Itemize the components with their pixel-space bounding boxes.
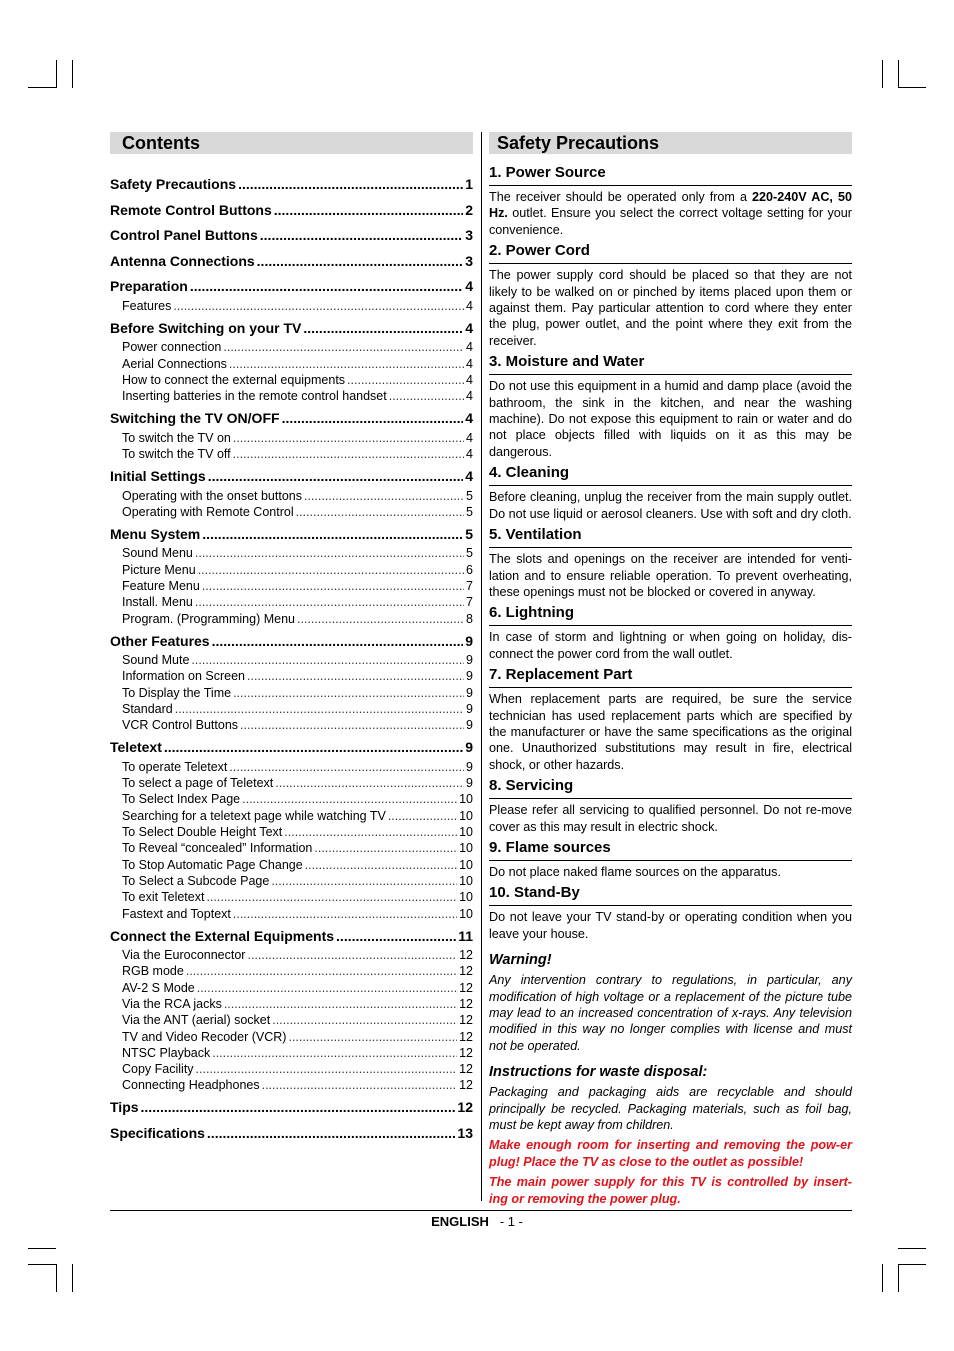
toc-page-number: 4 <box>466 356 473 371</box>
toc-label: Safety Precautions <box>110 176 237 192</box>
safety-column <box>489 160 852 1207</box>
page-footer <box>0 1214 954 1229</box>
toc-label: Via the ANT (aerial) socket <box>122 1013 271 1028</box>
toc-leader-dots <box>191 653 464 667</box>
section-body: Please refer all servicing to qualified personnel. Do not re-move cover as this may result in electric shock. <box>489 803 852 834</box>
toc-page-number: 10 <box>459 873 473 888</box>
toc-leader-dots <box>347 373 464 387</box>
toc-subentry <box>122 357 473 371</box>
toc-leader-dots <box>262 1078 457 1092</box>
toc-leader-dots <box>141 1099 456 1115</box>
section-title: 1. Power Source <box>489 163 852 186</box>
toc-label: Copy Facility <box>122 1062 194 1077</box>
safety-section <box>489 352 852 460</box>
toc-subentry <box>122 1046 473 1060</box>
toc-page-number: 1 <box>465 176 473 192</box>
toc-leader-dots <box>240 718 464 732</box>
toc-subentry <box>122 612 473 626</box>
toc-leader-dots <box>224 997 457 1011</box>
toc-entry <box>110 410 473 426</box>
toc-leader-dots <box>198 563 464 577</box>
toc-page-number: 4 <box>465 319 473 336</box>
toc-subentry <box>122 389 473 403</box>
section-body: The slots and openings on the receiver are intended for venti-lation and to ensure reliable operation. To prevent overheating, these openings must not be blocked or covered in anyway. <box>489 552 852 599</box>
toc-label: Switching the TV ON/OFF <box>110 410 280 427</box>
toc-leader-dots <box>388 809 457 823</box>
toc-subentry <box>122 776 473 790</box>
toc-label: Menu System <box>110 525 201 542</box>
column-divider <box>481 132 482 1201</box>
toc-subentry <box>122 760 473 774</box>
toc-subentry <box>122 1030 473 1044</box>
toc-entry <box>110 202 473 218</box>
toc-subentry <box>122 997 473 1011</box>
toc-label: AV-2 S Mode <box>122 980 195 995</box>
toc-page-number: 12 <box>459 980 473 995</box>
toc-subentry <box>122 981 473 995</box>
toc-page-number: 4 <box>466 298 473 313</box>
toc-label: Antenna Connections <box>110 252 255 269</box>
toc-label: To Reveal “concealed” Information <box>122 841 313 856</box>
toc-label: To switch the TV off <box>122 447 231 462</box>
toc-entry <box>110 320 473 336</box>
toc-label: To Select Double Height Text <box>122 825 283 839</box>
toc-page-number: 12 <box>459 1013 473 1028</box>
toc-leader-dots <box>303 320 463 336</box>
toc-page-number: 12 <box>459 1045 473 1060</box>
toc-label: To select a page of Teletext <box>122 776 274 791</box>
toc-label: Control Panel Buttons <box>110 227 258 244</box>
toc-page-number: 9 <box>466 669 473 684</box>
toc-leader-dots <box>207 1125 456 1141</box>
safety-section <box>489 838 852 880</box>
toc-label: VCR Control Buttons <box>122 718 239 733</box>
voltage-spec: 220-240V AC, 50 Hz. <box>489 190 852 221</box>
toc-label: Fastext and Toptext <box>122 906 231 921</box>
toc-subentry <box>122 1078 473 1092</box>
toc-label: Picture Menu <box>122 562 196 577</box>
toc-leader-dots <box>247 669 464 683</box>
toc-leader-dots <box>288 1030 457 1044</box>
toc-subentry <box>122 792 473 806</box>
toc-page-number: 5 <box>465 525 473 542</box>
safety-section <box>489 883 852 942</box>
toc-subentry <box>122 579 473 593</box>
safety-section <box>489 163 852 238</box>
toc-leader-dots <box>196 1062 458 1076</box>
toc-entry <box>110 176 473 192</box>
toc-page-number: 12 <box>459 1062 473 1077</box>
toc-page-number: 3 <box>465 227 473 244</box>
toc-leader-dots <box>275 776 464 790</box>
toc-label: Via the RCA jacks <box>122 996 222 1011</box>
toc-leader-dots <box>336 928 456 944</box>
toc-entry <box>110 526 473 542</box>
toc-subentry <box>122 489 473 503</box>
section-body: Do not place naked flame sources on the apparatus. <box>489 864 781 879</box>
toc-leader-dots <box>242 792 457 806</box>
toc-page-number: 5 <box>466 488 473 503</box>
toc-page-number: 12 <box>459 948 473 962</box>
section-title: 9. Flame sources <box>489 838 852 861</box>
toc-page-number: 12 <box>459 1029 473 1044</box>
toc-page-number: 13 <box>457 1125 473 1141</box>
toc-leader-dots <box>197 981 457 995</box>
safety-section <box>489 463 852 522</box>
toc-entry <box>110 928 473 944</box>
toc-subentry <box>122 595 473 609</box>
toc-page-number: 9 <box>466 718 473 733</box>
toc-label: Initial Settings <box>110 468 206 485</box>
toc-page-number: 5 <box>466 546 473 561</box>
red-notice-power: The main power supply for this TV is controlled by insert-ing or removing the power plug. <box>489 1175 852 1206</box>
toc-page-number: 12 <box>459 996 473 1011</box>
section-body: When replacement parts are required, be sure the service technician has used replacement parts which are specified by the manufacturer or have the same specifications as the original one. Unauthorized substitutions may result in fire, electrical shock, or other hazards. <box>489 692 852 772</box>
toc-page-number: 9 <box>466 759 473 774</box>
toc-page-number: 4 <box>466 373 473 387</box>
toc-page-number: 4 <box>466 430 473 445</box>
safety-section <box>489 241 852 349</box>
toc-leader-dots <box>195 546 464 560</box>
toc-subentry <box>122 431 473 445</box>
toc-label: Install. Menu <box>122 595 193 610</box>
toc-page-number: 12 <box>457 1099 473 1116</box>
section-body-text: The receiver should be operated only from a <box>489 190 753 204</box>
toc-label: How to connect the external equipments <box>122 373 346 387</box>
safety-section <box>489 776 852 835</box>
toc-subentry <box>122 669 473 683</box>
toc-subentry <box>122 1013 473 1027</box>
toc-label: Operating with Remote Control <box>122 504 294 519</box>
toc-page-number: 4 <box>466 340 473 355</box>
toc-subentry <box>122 299 473 313</box>
toc-subentry <box>122 653 473 667</box>
toc-label: Connecting Headphones <box>122 1078 260 1093</box>
toc-leader-dots <box>314 841 457 855</box>
toc-leader-dots <box>190 278 463 294</box>
toc-leader-dots <box>175 702 464 716</box>
toc-page-number: 4 <box>465 468 473 485</box>
toc-subentry <box>122 1062 473 1076</box>
contents-title: Contents <box>122 133 200 153</box>
toc-subentry <box>122 702 473 716</box>
section-body <box>489 189 852 238</box>
toc-label: Preparation <box>110 278 188 295</box>
red-notice-outlet: Make enough room for inserting and removing the pow-er plug! Place the TV as close to the outlet as possible! <box>489 1138 852 1169</box>
toc-leader-dots <box>304 489 464 503</box>
toc-label: To Display the Time <box>122 685 232 700</box>
section-body: The power supply cord should be placed so that they are not likely to be walked on or pinched by items placed upon them or against them. Pay particular attention to cord where they enter the plug, power outlet, and the point where they exit from the receiver. <box>489 268 852 348</box>
warning-body: Any intervention contrary to regulations, in particular, any modification of high voltage or a replacement of the picture tube may lead to an increased concentration of x-rays. Any television modified in this way no longer complies with license and must not be operated. <box>489 973 852 1053</box>
toc-label: To operate Teletext <box>122 759 228 774</box>
toc-subentry <box>122 718 473 732</box>
toc-page-number: 4 <box>465 410 473 427</box>
toc-label: Other Features <box>110 632 210 649</box>
toc-label: Remote Control Buttons <box>110 201 272 218</box>
toc-leader-dots <box>297 612 464 626</box>
toc-page-number: 12 <box>459 964 473 979</box>
section-body-text: outlet. Ensure you select the correct voltage setting for your convenience. <box>489 206 852 237</box>
toc-subentry <box>122 890 473 904</box>
footer-language: ENGLISH <box>431 1214 489 1229</box>
toc-leader-dots <box>208 468 464 484</box>
toc-subentry <box>122 964 473 978</box>
toc-page-number: 9 <box>466 685 473 700</box>
toc-page-number: 4 <box>466 447 473 462</box>
toc-label: Aerial Connections <box>122 356 227 371</box>
safety-section <box>489 665 852 773</box>
toc-label: To Select a Subcode Page <box>122 873 270 888</box>
toc-leader-dots <box>202 526 463 542</box>
toc-leader-dots <box>284 825 457 839</box>
toc-entry <box>110 227 473 243</box>
toc-leader-dots <box>296 505 464 519</box>
section-body: Before cleaning, unplug the receiver from the main supply outlet. Do not use liquid or aerosol cleaners. Use with soft and dry cloth. <box>489 490 852 521</box>
toc-label: Via the Euroconnector <box>122 948 246 962</box>
toc-page-number: 7 <box>466 595 473 610</box>
toc-label: To Stop Automatic Page Change <box>122 857 303 872</box>
toc-page-number: 2 <box>465 201 473 218</box>
toc-page-number: 9 <box>466 653 473 668</box>
toc-leader-dots <box>195 595 464 609</box>
toc-entry <box>110 1125 473 1141</box>
section-title: 4. Cleaning <box>489 463 852 486</box>
toc-label: Sound Mute <box>122 653 190 668</box>
toc-leader-dots <box>260 227 463 243</box>
section-title: 7. Replacement Part <box>489 665 852 688</box>
section-title: 3. Moisture and Water <box>489 352 852 375</box>
toc-page-number: 10 <box>459 890 473 905</box>
toc-leader-dots <box>305 858 457 872</box>
section-title: 10. Stand-By <box>489 883 852 906</box>
toc-leader-dots <box>212 633 464 649</box>
toc-leader-dots <box>257 253 464 269</box>
toc-page-number: 10 <box>459 825 473 839</box>
toc-label: Power connection <box>122 340 222 355</box>
toc-entry <box>110 739 473 755</box>
toc-label: To switch the TV on <box>122 430 231 445</box>
toc-leader-dots <box>389 389 464 403</box>
toc-leader-dots <box>206 890 457 904</box>
toc-leader-dots <box>233 431 464 445</box>
toc-leader-dots <box>229 357 464 371</box>
toc-page-number: 7 <box>466 579 473 593</box>
toc-label: Specifications <box>110 1125 205 1141</box>
toc-subentry <box>122 874 473 888</box>
toc-leader-dots <box>202 579 464 593</box>
toc-leader-dots <box>247 948 457 962</box>
toc-leader-dots <box>272 1013 457 1027</box>
safety-section <box>489 525 852 600</box>
toc-page-number: 4 <box>466 389 473 404</box>
toc-page-number: 10 <box>459 906 473 921</box>
toc-page-number: 8 <box>466 611 473 626</box>
toc-subentry <box>122 505 473 519</box>
waste-body: Packaging and packaging aids are recyclable and should principally be recycled. Packaging materials, such as foil bag, must be kept away from children. <box>489 1085 852 1133</box>
toc-subentry <box>122 825 473 839</box>
toc-entry <box>110 1099 473 1115</box>
toc-label: RGB mode <box>122 964 184 979</box>
toc-subentry <box>122 373 473 387</box>
toc-entry <box>110 253 473 269</box>
toc-label: Standard <box>122 702 173 716</box>
footer-page-number: - 1 - <box>499 1214 523 1229</box>
toc-subentry <box>122 340 473 354</box>
section-title: 2. Power Cord <box>489 241 852 264</box>
toc-page-number: 10 <box>459 841 473 856</box>
toc-leader-dots <box>233 686 464 700</box>
toc-subentry <box>122 563 473 577</box>
toc-label: Inserting batteries in the remote control handset <box>122 389 387 404</box>
toc-leader-dots <box>274 202 463 218</box>
toc-leader-dots <box>223 340 464 354</box>
toc-subentry <box>122 546 473 560</box>
toc-leader-dots <box>233 447 464 461</box>
toc-leader-dots <box>271 874 457 888</box>
toc-label: Program. (Programming) Menu <box>122 611 295 626</box>
toc-subentry <box>122 948 473 962</box>
toc-leader-dots <box>164 739 463 755</box>
toc-label: Searching for a teletext page while watching TV <box>122 808 386 823</box>
safety-section <box>489 603 852 662</box>
toc-entry <box>110 278 473 294</box>
toc-label: TV and Video Recoder (VCR) <box>122 1029 287 1044</box>
toc-page-number: 10 <box>459 808 473 823</box>
toc-page-number: 5 <box>466 504 473 519</box>
toc-leader-dots <box>186 964 457 978</box>
toc-label: Feature Menu <box>122 579 200 593</box>
toc-label: Connect the External Equipments <box>110 927 335 944</box>
section-title: 8. Servicing <box>489 776 852 799</box>
toc-label: Before Switching on your TV <box>110 319 302 336</box>
toc-entry <box>110 468 473 484</box>
toc-entry <box>110 633 473 649</box>
toc-label: To Select Index Page <box>122 792 241 807</box>
toc-page-number: 12 <box>459 1078 473 1093</box>
section-body: Do not leave your TV stand-by or operating condition when you leave your house. <box>489 910 852 941</box>
toc-leader-dots <box>229 760 464 774</box>
toc-leader-dots <box>173 299 464 313</box>
toc-leader-dots <box>212 1046 457 1060</box>
toc-label: Features <box>122 298 172 313</box>
safety-header <box>489 132 852 154</box>
toc-leader-dots <box>282 410 464 426</box>
toc-label: Operating with the onset buttons <box>122 488 302 503</box>
toc-subentry <box>122 686 473 700</box>
toc-page-number: 9 <box>466 776 473 791</box>
toc-page-number: 9 <box>465 632 473 649</box>
toc-label: To exit Teletext <box>122 890 205 905</box>
safety-title: Safety Precautions <box>497 133 660 153</box>
toc-subentry <box>122 907 473 921</box>
toc-page-number: 10 <box>459 792 473 807</box>
toc-page-number: 9 <box>465 739 473 756</box>
toc-subentry <box>122 841 473 855</box>
toc-leader-dots <box>233 907 457 921</box>
section-body: Do not use this equipment in a humid and damp place (avoid the bathroom, the sink in the kitchen, and near the washing machine). Do not expose this equipment to rain or water and do not place objects filled with liquids on it as this may be dangerous. <box>489 379 852 459</box>
toc-page-number: 6 <box>466 562 473 577</box>
toc-label: Information on Screen <box>122 669 245 684</box>
contents-header <box>110 132 473 154</box>
toc-page-number: 9 <box>466 702 473 716</box>
toc-subentry <box>122 809 473 823</box>
section-title: 6. Lightning <box>489 603 852 626</box>
section-title: 5. Ventilation <box>489 525 852 548</box>
footer-rule <box>110 1210 852 1211</box>
toc-page-number: 3 <box>465 252 473 269</box>
toc-label: Sound Menu <box>122 546 193 561</box>
section-body: In case of storm and lightning or when going on holiday, dis-connect the power cord from the wall outlet. <box>489 630 852 661</box>
toc-label: Teletext <box>110 739 162 756</box>
warning-title: Warning! <box>489 952 552 969</box>
toc-page-number: 11 <box>458 927 473 944</box>
toc-subentry <box>122 447 473 461</box>
toc-page-number: 10 <box>459 857 473 872</box>
toc-label: Tips <box>110 1099 139 1116</box>
toc-label: NTSC Playback <box>122 1045 211 1060</box>
toc-leader-dots <box>238 176 463 192</box>
toc-page-number: 4 <box>465 278 473 295</box>
toc-subentry <box>122 858 473 872</box>
waste-title: Instructions for waste disposal: <box>489 1064 708 1081</box>
